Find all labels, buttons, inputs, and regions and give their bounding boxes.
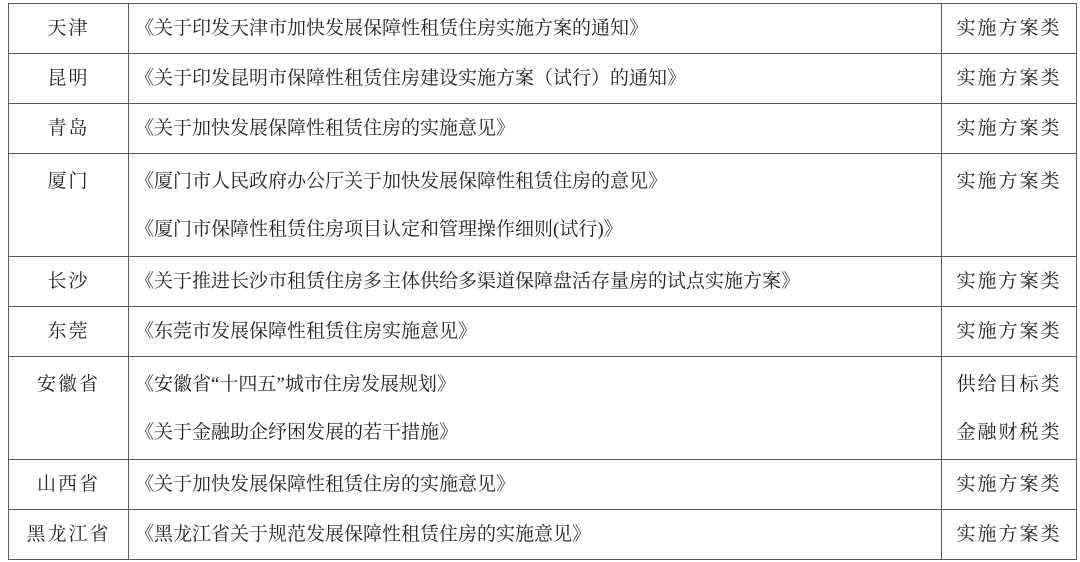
- region-label: 天津: [47, 17, 90, 39]
- table-row: [9, 510, 1077, 560]
- policy-title: 《关于印发昆明市保障性租赁住房建设实施方案（试行）的通知》: [135, 67, 687, 89]
- title-cell: [129, 154, 942, 257]
- policy-title: 《黑龙江省关于规范发展保障性租赁住房的实施意见》: [135, 523, 592, 545]
- region-label: 昆明: [47, 67, 90, 89]
- policy-title: 《关于印发天津市加快发展保障性租赁住房实施方案的通知》: [135, 17, 649, 39]
- policy-title: 《关于加快发展保障性租赁住房的实施意见》: [135, 117, 516, 139]
- region-label: 东莞: [47, 320, 90, 342]
- title-cell: [129, 54, 942, 104]
- category-label: 供给目标类: [956, 373, 1062, 395]
- category-cell: [942, 257, 1077, 307]
- category-label: 实施方案类: [956, 170, 1062, 192]
- category-label: 实施方案类: [956, 320, 1062, 342]
- title-cell: [129, 4, 942, 54]
- region-label: 山西省: [36, 473, 100, 495]
- table-row: [9, 460, 1077, 510]
- policy-title: 《关于推进长沙市租赁住房多主体供给多渠道保障盘活存量房的试点实施方案》: [135, 270, 801, 292]
- title-cell: [129, 460, 942, 510]
- title-cell: [129, 104, 942, 154]
- table-body: [9, 4, 1077, 560]
- category-label: 实施方案类: [956, 473, 1062, 495]
- category-cell: [942, 510, 1077, 560]
- title-cell: [129, 510, 942, 560]
- table-row: [9, 307, 1077, 357]
- category-cell: [942, 357, 1077, 460]
- table-row: [9, 104, 1077, 154]
- policy-table: [8, 3, 1077, 560]
- policy-title: 《东莞市发展保障性租赁住房实施意见》: [135, 320, 478, 342]
- category-cell: [942, 4, 1077, 54]
- category-cell: [942, 154, 1077, 257]
- region-cell: [9, 307, 129, 357]
- region-cell: [9, 257, 129, 307]
- region-label: 青岛: [47, 117, 90, 139]
- region-cell: [9, 4, 129, 54]
- region-cell: [9, 54, 129, 104]
- region-label: 安徽省: [36, 373, 100, 395]
- category-label: 实施方案类: [956, 17, 1062, 39]
- policy-title: 《安徽省“十四五”城市住房发展规划》: [135, 373, 456, 395]
- category-cell: [942, 307, 1077, 357]
- category-label: [942, 205, 1076, 253]
- category-label: 实施方案类: [956, 270, 1062, 292]
- region-cell: [9, 104, 129, 154]
- title-cell: [129, 257, 942, 307]
- category-label: 实施方案类: [956, 523, 1062, 545]
- table-row: [9, 357, 1077, 460]
- table-row: [9, 154, 1077, 257]
- region-label: 长沙: [47, 270, 90, 292]
- region-cell: [9, 154, 129, 257]
- table-row: [9, 257, 1077, 307]
- region-cell: [9, 510, 129, 560]
- document-page: [8, 3, 1077, 560]
- category-label: 金融财税类: [956, 421, 1062, 443]
- policy-title: 《关于金融助企纾困发展的若干措施》: [135, 421, 459, 443]
- policy-title: 《厦门市保障性租赁住房项目认定和管理操作细则(试行)》: [135, 218, 623, 240]
- category-cell: [942, 104, 1077, 154]
- region-label: 黑龙江省: [26, 523, 111, 545]
- category-label: 实施方案类: [956, 117, 1062, 139]
- title-cell: [129, 357, 942, 460]
- region-label: 厦门: [47, 170, 90, 192]
- table-row: [9, 4, 1077, 54]
- table-row: [9, 54, 1077, 104]
- title-cell: [129, 307, 942, 357]
- policy-title: 《厦门市人民政府办公厅关于加快发展保障性租赁住房的意见》: [135, 170, 668, 192]
- policy-title: 《关于加快发展保障性租赁住房的实施意见》: [135, 473, 516, 495]
- region-cell: [9, 460, 129, 510]
- category-cell: [942, 460, 1077, 510]
- region-cell: [9, 357, 129, 460]
- category-label: 实施方案类: [956, 67, 1062, 89]
- category-cell: [942, 54, 1077, 104]
